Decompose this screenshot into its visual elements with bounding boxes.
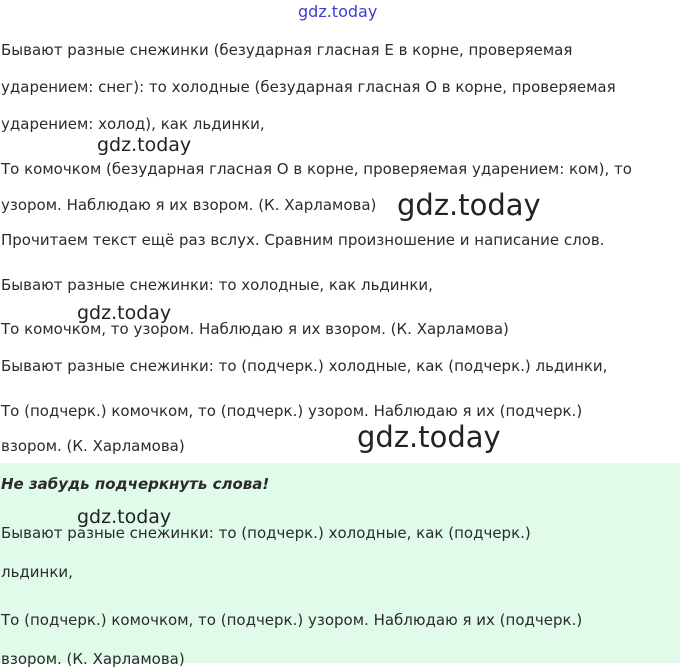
note-line: льдинки, xyxy=(1,563,73,581)
note-title: Не забудь подчеркнуть слова! xyxy=(1,475,270,493)
underlined-line: взором. (К. Харламова) xyxy=(1,437,185,455)
watermark: gdz.today xyxy=(97,134,192,156)
poem-line: Бывают разные снежинки: то холодные, как льдинки, xyxy=(1,276,433,294)
instruction-text: Прочитаем текст ещё раз вслух. Сравним произношение и написание слов. xyxy=(1,231,605,249)
watermark: gdz.today xyxy=(357,420,501,454)
watermark-top: gdz.today xyxy=(298,2,378,21)
note-line: взором. (К. Харламова) xyxy=(1,650,185,668)
note-line: То (подчерк.) комочком, то (подчерк.) узором. Наблюдаю я их (подчерк.) xyxy=(1,611,583,629)
analysis-line: ударением: холод), как льдинки, xyxy=(1,115,265,133)
analysis-line: То комочком (безударная гласная О в корне, проверяемая ударением: ком), то xyxy=(1,160,632,178)
underlined-line: То (подчерк.) комочком, то (подчерк.) узором. Наблюдаю я их (подчерк.) xyxy=(1,402,583,420)
analysis-line: узором. Наблюдаю я их взором. (К. Харламова) xyxy=(1,196,377,214)
watermark: gdz.today xyxy=(77,302,172,324)
note-line: Бывают разные снежинки: то (подчерк.) холодные, как (подчерк.) xyxy=(1,524,531,542)
underlined-line: Бывают разные снежинки: то (подчерк.) холодные, как (подчерк.) льдинки, xyxy=(1,357,608,375)
analysis-line: Бывают разные снежинки (безударная гласная Е в корне, проверяемая xyxy=(1,41,573,59)
poem-line: То комочком, то узором. Наблюдаю я их взором. (К. Харламова) xyxy=(1,320,509,338)
watermark: gdz.today xyxy=(77,506,172,528)
analysis-line: ударением: снег): то холодные (безударная гласная О в корне, проверяемая xyxy=(1,78,616,96)
watermark: gdz.today xyxy=(397,188,541,222)
